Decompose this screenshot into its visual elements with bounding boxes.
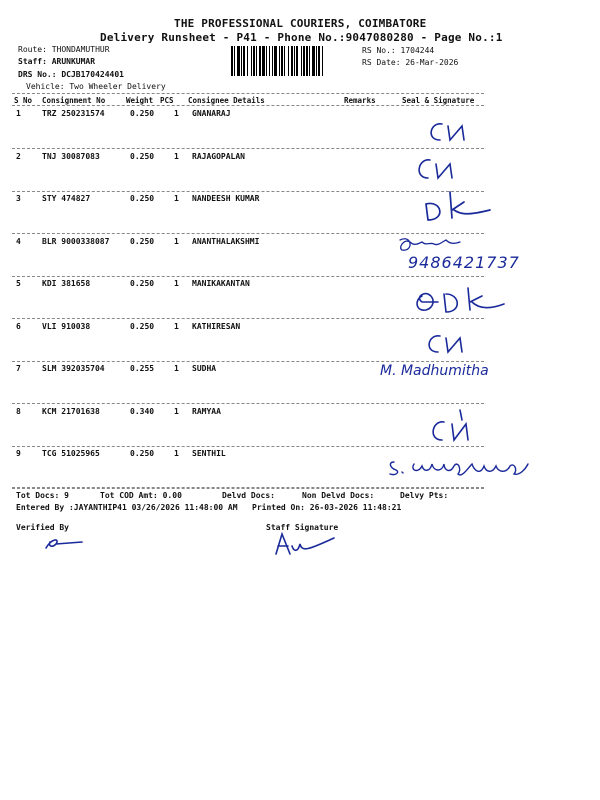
cell-consignment: TNJ 30087083 — [42, 151, 100, 161]
row-separator — [12, 488, 484, 489]
non-delivered-docs: Non Delvd Docs: — [302, 491, 375, 500]
printed-on: Printed On: 26-03-2026 11:48:21 — [252, 503, 402, 512]
cell-weight: 0.250 — [130, 109, 155, 118]
cell-consignment: VLI 910038 — [42, 321, 91, 331]
cell-consignment: TCG 51025965 — [42, 449, 100, 458]
col-header-seal: Seal & Signature — [402, 96, 475, 105]
signature-row6 — [422, 332, 472, 360]
cell-consignment: TRZ 250231574 — [42, 109, 105, 118]
delivery-points: Delvy Pts: — [400, 491, 449, 500]
cell-weight: 0.250 — [130, 194, 155, 203]
cell-sno: 7 — [16, 364, 21, 373]
entered-by: Entered By :JAYANTHIP41 03/26/2026 11:48:00 AM — [16, 503, 238, 512]
cell-consignment: KCM 21701638 — [42, 406, 100, 416]
col-header-weight: Weight — [126, 96, 154, 105]
cell-sno: 1 — [16, 109, 21, 118]
cell-sno: 9 — [16, 449, 21, 458]
cell-consignee: MANIKAKANTAN — [192, 279, 250, 288]
handwritten-phone-number: 9486421737 — [408, 253, 520, 272]
row-separator — [12, 276, 484, 277]
col-header-consignee: Consignee Details — [188, 96, 265, 105]
header-top-rule — [12, 93, 484, 94]
cell-pcs: 1 — [174, 279, 179, 288]
vehicle-label: Vehicle: Two Wheeler Delivery — [26, 82, 166, 91]
row-separator — [12, 446, 484, 447]
signature-row8 — [428, 408, 488, 448]
cell-weight: 0.250 — [130, 236, 155, 246]
cell-consignee: NANDEESH KUMAR — [192, 194, 260, 203]
total-cod: Tot COD Amt: 0.00 — [100, 491, 182, 500]
handwritten-receiver-name: M. Madhumitha — [380, 363, 489, 379]
cell-pcs: 1 — [174, 406, 179, 416]
cell-consignee: ANANTHALAKSHMI — [192, 236, 260, 246]
cell-sno: 6 — [16, 321, 21, 331]
cell-weight: 0.340 — [130, 406, 155, 416]
cell-weight: 0.250 — [130, 449, 155, 458]
cell-sno: 5 — [16, 279, 21, 288]
cell-consignee: GNANARAJ — [192, 109, 231, 118]
cell-pcs: 1 — [174, 321, 179, 331]
cell-weight: 0.250 — [130, 151, 155, 161]
cell-consignee: KATHIRESAN — [192, 321, 241, 331]
cell-consignee: RAMYAA — [192, 406, 221, 416]
cell-pcs: 1 — [174, 236, 179, 246]
col-header-remarks: Remarks — [344, 96, 376, 105]
barcode — [231, 46, 357, 76]
cell-consignee: RAJAGOPALAN — [192, 151, 245, 161]
cell-weight: 0.250 — [130, 279, 155, 288]
cell-consignee: SENTHIL — [192, 449, 226, 458]
header-bottom-rule — [12, 105, 484, 106]
cell-consignment: BLR 9000338087 — [42, 236, 110, 246]
staff-signature-label: Staff Signature — [266, 523, 339, 532]
runsheet-subtitle: Delivery Runsheet - P41 - Phone No.:9047080280 - Page No.:1 — [100, 31, 503, 44]
cell-pcs: 1 — [174, 194, 179, 203]
cell-consignment: SLM 392035704 — [42, 364, 105, 373]
drs-number: DRS No.: DCJB170424401 — [18, 70, 124, 79]
cell-sno: 3 — [16, 194, 21, 203]
cell-consignment: STY 474827 — [42, 194, 91, 203]
row-separator — [12, 191, 484, 192]
footer-rule — [12, 487, 484, 488]
cell-consignment: KDI 381658 — [42, 279, 91, 288]
cell-pcs: 1 — [174, 449, 179, 458]
signature-row1 — [424, 120, 474, 148]
cell-sno: 8 — [16, 406, 21, 416]
signature-row9 — [388, 456, 548, 486]
cell-sno: 2 — [16, 151, 21, 161]
verified-by-signature — [42, 534, 92, 558]
row-separator — [12, 361, 484, 362]
row-separator — [12, 403, 484, 404]
staff-signature-mark — [270, 530, 340, 562]
cell-pcs: 1 — [174, 109, 179, 118]
row-separator — [12, 148, 484, 149]
cell-weight: 0.250 — [130, 321, 155, 331]
rs-date: RS Date: 26-Mar-2026 — [362, 58, 459, 67]
delivered-docs: Delvd Docs: — [222, 491, 275, 500]
route-label: Route: THONDAMUTHUR — [18, 45, 110, 54]
col-header-consignment: Consignment No — [42, 96, 106, 105]
signature-row2 — [414, 156, 464, 186]
signature-row3 — [420, 190, 500, 234]
col-header-pcs: PCS — [160, 96, 174, 105]
company-title: THE PROFESSIONAL COURIERS, COIMBATORE — [174, 17, 427, 30]
cell-consignee: SUDHA — [192, 364, 217, 373]
cell-sno: 4 — [16, 236, 21, 246]
rs-number: RS No.: 1704244 — [362, 46, 435, 55]
staff-label: Staff: ARUNKUMAR — [18, 57, 96, 66]
verified-by-label: Verified By — [16, 523, 69, 532]
col-header-sno: S No — [14, 96, 33, 105]
cell-weight: 0.255 — [130, 364, 155, 373]
signature-row5 — [412, 286, 512, 320]
cell-pcs: 1 — [174, 151, 179, 161]
total-docs: Tot Docs: 9 — [16, 491, 69, 500]
cell-pcs: 1 — [174, 364, 179, 373]
